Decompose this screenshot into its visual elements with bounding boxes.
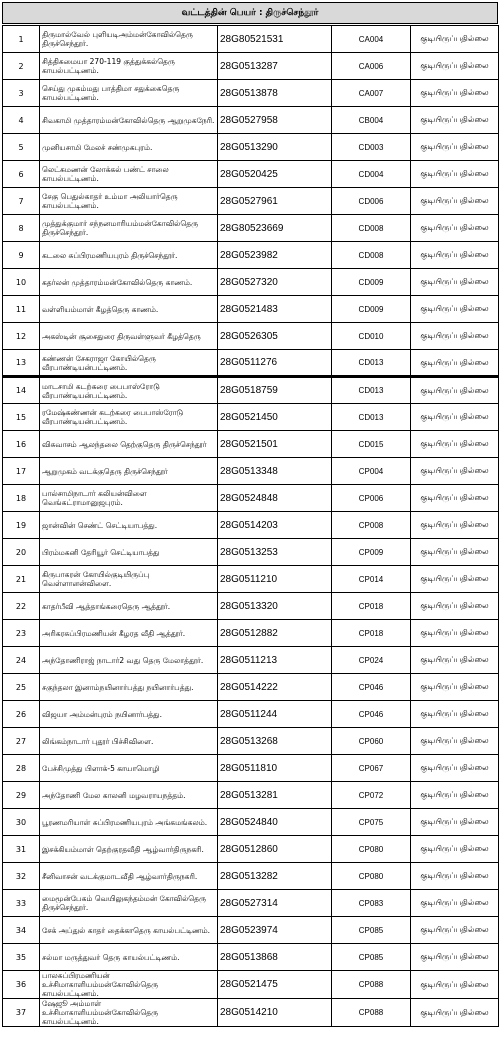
shop-code-cell: CP088 bbox=[332, 999, 411, 1027]
status-cell: குடியிருப்பதில்லை bbox=[411, 134, 499, 161]
serial-number-cell: 22 bbox=[3, 593, 40, 620]
name-address-cell: சேக் அப்துல் காதர் தைக்காதெரு காயல்பட்டிணம். bbox=[40, 917, 218, 944]
status-cell: குடியிருப்பதில்லை bbox=[411, 485, 499, 512]
card-number-cell: 28G0513348 bbox=[218, 458, 332, 485]
card-number-cell: 28G0527320 bbox=[218, 269, 332, 296]
shop-code-cell: CP004 bbox=[332, 458, 411, 485]
status-cell: குடியிருப்பதில்லை bbox=[411, 350, 499, 377]
shop-code-cell: CP006 bbox=[332, 485, 411, 512]
card-number-cell: 28G0527314 bbox=[218, 890, 332, 917]
table-row bbox=[3, 26, 499, 53]
shop-code-cell: CP018 bbox=[332, 593, 411, 620]
status-cell: குடியிருப்பதில்லை bbox=[411, 836, 499, 863]
table-row bbox=[3, 80, 499, 107]
name-address-cell: கண்ணன் சேகராஜா கோயில்தெரு வீரபாண்டியன்பட்டிணம். bbox=[40, 350, 218, 377]
serial-number-cell: 28 bbox=[3, 755, 40, 782]
table-row bbox=[3, 269, 499, 296]
name-address-cell: காதர்பீவி ஆத்தாங்கரைதெரு ஆத்தூர். bbox=[40, 593, 218, 620]
name-address-cell: அரிகரசுப்பிரமணியன் கீழரத வீதி ஆத்தூர். bbox=[40, 620, 218, 647]
taluk-name-header: வட்டத்தின் பெயர் : திருச்செந்தூர் bbox=[2, 2, 498, 24]
table-row bbox=[3, 593, 499, 620]
status-cell: குடியிருப்பதில்லை bbox=[411, 944, 499, 971]
card-number-cell: 28G0513268 bbox=[218, 728, 332, 755]
serial-number-cell: 18 bbox=[3, 485, 40, 512]
status-cell: குடியிருப்பதில்லை bbox=[411, 53, 499, 80]
status-cell: குடியிருப்பதில்லை bbox=[411, 647, 499, 674]
table-row bbox=[3, 188, 499, 215]
table-row bbox=[3, 458, 499, 485]
serial-number-cell: 3 bbox=[3, 80, 40, 107]
serial-number-cell: 19 bbox=[3, 512, 40, 539]
shop-code-cell: CP085 bbox=[332, 944, 411, 971]
table-row bbox=[3, 566, 499, 593]
table-row bbox=[3, 512, 499, 539]
serial-number-cell: 13 bbox=[3, 350, 40, 377]
shop-code-cell: CD009 bbox=[332, 269, 411, 296]
name-address-cell: அகஸ்டின் சூசைதுரை திருவள்ளுவர் கீழத்தெரு bbox=[40, 323, 218, 350]
status-cell: குடியிருப்பதில்லை bbox=[411, 377, 499, 404]
status-cell: குடியிருப்பதில்லை bbox=[411, 215, 499, 242]
serial-number-cell: 29 bbox=[3, 782, 40, 809]
table-row bbox=[3, 215, 499, 242]
card-number-cell: 28G0511210 bbox=[218, 566, 332, 593]
status-cell: குடியிருப்பதில்லை bbox=[411, 890, 499, 917]
serial-number-cell: 1 bbox=[3, 26, 40, 53]
shop-code-cell: CP060 bbox=[332, 728, 411, 755]
status-cell: குடியிருப்பதில்லை bbox=[411, 512, 499, 539]
status-cell: குடியிருப்பதில்லை bbox=[411, 755, 499, 782]
table-row bbox=[3, 620, 499, 647]
serial-number-cell: 31 bbox=[3, 836, 40, 863]
name-address-cell: விசுவாசம் ஆலந்தலை தெற்குதெரு திருச்செந்தூர் bbox=[40, 431, 218, 458]
name-address-cell: சேகு பெதுல்காதர் உம்மா அலியார்தெரு காயல்பட்டிணம். bbox=[40, 188, 218, 215]
card-number-cell: 28G0513281 bbox=[218, 782, 332, 809]
serial-number-cell: 5 bbox=[3, 134, 40, 161]
serial-number-cell: 17 bbox=[3, 458, 40, 485]
table-row bbox=[3, 404, 499, 431]
shop-code-cell: CD013 bbox=[332, 350, 411, 377]
card-number-cell: 28G0521501 bbox=[218, 431, 332, 458]
table-row bbox=[3, 890, 499, 917]
shop-code-cell: CD010 bbox=[332, 323, 411, 350]
shop-code-cell: CD004 bbox=[332, 161, 411, 188]
name-address-cell: ரமேஷ்கண்ணன் கடற்கரை பைபாஸ்ரோடு வீரபாண்டியன்பட்டிணம். bbox=[40, 404, 218, 431]
card-number-cell: 28G80523669 bbox=[218, 215, 332, 242]
status-cell: குடியிருப்பதில்லை bbox=[411, 26, 499, 53]
table-row bbox=[3, 377, 499, 404]
serial-number-cell: 37 bbox=[3, 999, 40, 1027]
serial-number-cell: 16 bbox=[3, 431, 40, 458]
serial-number-cell: 14 bbox=[3, 377, 40, 404]
card-number-cell: 28G0511244 bbox=[218, 701, 332, 728]
serial-number-cell: 15 bbox=[3, 404, 40, 431]
shop-code-cell: CD006 bbox=[332, 188, 411, 215]
status-cell: குடியிருப்பதில்லை bbox=[411, 242, 499, 269]
card-number-cell: 28G0513287 bbox=[218, 53, 332, 80]
card-number-cell: 28G0521450 bbox=[218, 404, 332, 431]
table-row bbox=[3, 431, 499, 458]
serial-number-cell: 20 bbox=[3, 539, 40, 566]
card-number-cell: 28G0520425 bbox=[218, 161, 332, 188]
name-address-cell: சீனிவாசன் வடக்குமாடவீதி ஆழ்வார்திருநகரி. bbox=[40, 863, 218, 890]
serial-number-cell: 33 bbox=[3, 890, 40, 917]
card-number-cell: 28G0513878 bbox=[218, 80, 332, 107]
shop-code-cell: CD013 bbox=[332, 377, 411, 404]
card-number-cell: 28G0513320 bbox=[218, 593, 332, 620]
status-cell: குடியிருப்பதில்லை bbox=[411, 999, 499, 1027]
name-address-cell: சகுந்தலா இனாம்நயினார்பத்து நயினார்பத்து. bbox=[40, 674, 218, 701]
status-cell: குடியிருப்பதில்லை bbox=[411, 674, 499, 701]
shop-code-cell: CP046 bbox=[332, 674, 411, 701]
table-row bbox=[3, 917, 499, 944]
name-address-cell: ஆறுமுகம் வடக்குதெரு திருச்செந்தூர் bbox=[40, 458, 218, 485]
shop-code-cell: CA004 bbox=[332, 26, 411, 53]
shop-code-cell: CD009 bbox=[332, 296, 411, 323]
shop-code-cell: CD008 bbox=[332, 242, 411, 269]
serial-number-cell: 34 bbox=[3, 917, 40, 944]
name-address-cell: பாலசுப்பிரமணியன் உச்சிமாகாளியம்மன்கோவில்தெரு காயல்பட்டிணம். bbox=[40, 971, 218, 999]
name-address-cell: அந்தோணிராஜ் நாடார்2 வது தெரு மேலாத்தூர். bbox=[40, 647, 218, 674]
serial-number-cell: 12 bbox=[3, 323, 40, 350]
name-address-cell: மைமூன்பேகம் வெயிலுகந்தம்மன் கோவில்தெரு திருச்செந்தூர். bbox=[40, 890, 218, 917]
serial-number-cell: 2 bbox=[3, 53, 40, 80]
status-cell: குடியிருப்பதில்லை bbox=[411, 323, 499, 350]
serial-number-cell: 8 bbox=[3, 215, 40, 242]
name-address-cell: அந்தோணி மேல காலனி மழவராயநத்தம். bbox=[40, 782, 218, 809]
serial-number-cell: 9 bbox=[3, 242, 40, 269]
card-number-cell: 28G0512860 bbox=[218, 836, 332, 863]
shop-code-cell: CA007 bbox=[332, 80, 411, 107]
table-row bbox=[3, 701, 499, 728]
shop-code-cell: CP008 bbox=[332, 512, 411, 539]
table-row bbox=[3, 971, 499, 999]
card-number-cell: 28G0513868 bbox=[218, 944, 332, 971]
name-address-cell: செய்து முகம்மது பாத்திமா சதுக்கைதெரு காயல்பட்டிணம். bbox=[40, 80, 218, 107]
shop-code-cell: CP088 bbox=[332, 971, 411, 999]
shop-code-cell: CP024 bbox=[332, 647, 411, 674]
name-address-cell: வள்ளியம்மாள் கீழத்தெரு காணம். bbox=[40, 296, 218, 323]
status-cell: குடியிருப்பதில்லை bbox=[411, 728, 499, 755]
shop-code-cell: CP067 bbox=[332, 755, 411, 782]
name-address-cell: லெட்சுமணன் லோக்கல் பண்ட் சாலை காயல்பட்டிணம். bbox=[40, 161, 218, 188]
name-address-cell: ஷேஜூ அம்மாள் உச்சிமாகாளியம்மன்கோவில்தெரு காயல்பட்டிணம். bbox=[40, 999, 218, 1027]
status-cell: குடியிருப்பதில்லை bbox=[411, 782, 499, 809]
table-row bbox=[3, 296, 499, 323]
serial-number-cell: 27 bbox=[3, 728, 40, 755]
table-row bbox=[3, 863, 499, 890]
table-body bbox=[3, 26, 499, 1027]
card-number-cell: 28G0513282 bbox=[218, 863, 332, 890]
name-address-cell: சல்மா மருத்துவர் தெரு காயல்பட்டிணம். bbox=[40, 944, 218, 971]
table-row bbox=[3, 647, 499, 674]
status-cell: குடியிருப்பதில்லை bbox=[411, 620, 499, 647]
status-cell: குடியிருப்பதில்லை bbox=[411, 593, 499, 620]
card-number-cell: 28G0524848 bbox=[218, 485, 332, 512]
status-cell: குடியிருப்பதில்லை bbox=[411, 107, 499, 134]
shop-code-cell: CP046 bbox=[332, 701, 411, 728]
table-row bbox=[3, 485, 499, 512]
status-cell: குடியிருப்பதில்லை bbox=[411, 404, 499, 431]
status-cell: குடியிருப்பதில்லை bbox=[411, 566, 499, 593]
card-number-cell: 28G0527958 bbox=[218, 107, 332, 134]
shop-code-cell: CB004 bbox=[332, 107, 411, 134]
table-row bbox=[3, 674, 499, 701]
name-address-cell: பேச்சிமுத்து பிளாக்-5 காயாமொழி bbox=[40, 755, 218, 782]
status-cell: குடியிருப்பதில்லை bbox=[411, 917, 499, 944]
shop-code-cell: CP075 bbox=[332, 809, 411, 836]
shop-code-cell: CP009 bbox=[332, 539, 411, 566]
status-cell: குடியிருப்பதில்லை bbox=[411, 296, 499, 323]
status-cell: குடியிருப்பதில்லை bbox=[411, 269, 499, 296]
table-row bbox=[3, 755, 499, 782]
table-row bbox=[3, 782, 499, 809]
card-number-cell: 28G0518759 bbox=[218, 377, 332, 404]
serial-number-cell: 7 bbox=[3, 188, 40, 215]
table-row bbox=[3, 999, 499, 1027]
card-number-cell: 28G0513253 bbox=[218, 539, 332, 566]
name-address-cell: சித்திசுமையா 270-119 குத்துக்கல்தெரு காயல்பட்டிணம். bbox=[40, 53, 218, 80]
name-address-cell: திருமால்வேல் புளியடிஅம்மன்கோவில்தெரு திருச்செந்தூர். bbox=[40, 26, 218, 53]
name-address-cell: இசக்கியம்மாள் தெற்குரதவீதி ஆழ்வார்திருநகரி. bbox=[40, 836, 218, 863]
shop-code-cell: CD008 bbox=[332, 215, 411, 242]
card-number-cell: 28G0526305 bbox=[218, 323, 332, 350]
table-row bbox=[3, 836, 499, 863]
status-cell: குடியிருப்பதில்லை bbox=[411, 458, 499, 485]
table-row bbox=[3, 107, 499, 134]
table-row bbox=[3, 134, 499, 161]
name-address-cell: பூரணமரியாள் சுப்பிரமணியபுரம் அங்கமங்கலம். bbox=[40, 809, 218, 836]
status-cell: குடியிருப்பதில்லை bbox=[411, 188, 499, 215]
name-address-cell: ஜான்வின் செண்ட் செட்டியாபத்து. bbox=[40, 512, 218, 539]
card-number-cell: 28G0524840 bbox=[218, 809, 332, 836]
shop-code-cell: CD013 bbox=[332, 404, 411, 431]
card-number-cell: 28G0523974 bbox=[218, 917, 332, 944]
shop-code-cell: CA006 bbox=[332, 53, 411, 80]
serial-number-cell: 36 bbox=[3, 971, 40, 999]
serial-number-cell: 24 bbox=[3, 647, 40, 674]
status-cell: குடியிருப்பதில்லை bbox=[411, 539, 499, 566]
status-cell: குடியிருப்பதில்லை bbox=[411, 863, 499, 890]
card-number-cell: 28G80521531 bbox=[218, 26, 332, 53]
status-cell: குடியிருப்பதில்லை bbox=[411, 971, 499, 999]
serial-number-cell: 4 bbox=[3, 107, 40, 134]
name-address-cell: பால்சாமிநாடார் கலியன்விளை வெங்கட்ராமானுஜபுரம். bbox=[40, 485, 218, 512]
shop-code-cell: CP085 bbox=[332, 917, 411, 944]
shop-code-cell: CP083 bbox=[332, 890, 411, 917]
status-cell: குடியிருப்பதில்லை bbox=[411, 80, 499, 107]
name-address-cell: விஜயா அம்மன்புரம் நயினார்பத்து. bbox=[40, 701, 218, 728]
table-row bbox=[3, 809, 499, 836]
name-address-cell: கதர்லன் முத்தாரம்மன்கோவில்தெரு காணம். bbox=[40, 269, 218, 296]
table-row bbox=[3, 242, 499, 269]
name-address-cell: மாடசாமி கடற்கரை பைபாஸ்ரோடு வீரபாண்டியன்பட்டிணம். bbox=[40, 377, 218, 404]
serial-number-cell: 25 bbox=[3, 674, 40, 701]
serial-number-cell: 10 bbox=[3, 269, 40, 296]
table-row bbox=[3, 53, 499, 80]
card-number-cell: 28G0513290 bbox=[218, 134, 332, 161]
voter-deletion-table bbox=[2, 25, 499, 1027]
serial-number-cell: 26 bbox=[3, 701, 40, 728]
shop-code-cell: CP080 bbox=[332, 836, 411, 863]
card-number-cell: 28G0527961 bbox=[218, 188, 332, 215]
card-number-cell: 28G0514203 bbox=[218, 512, 332, 539]
name-address-cell: பிரம்மகனி தேரியூர் செட்டியாபத்து bbox=[40, 539, 218, 566]
card-number-cell: 28G0514210 bbox=[218, 999, 332, 1027]
table-row bbox=[3, 350, 499, 377]
name-address-cell: முனியசாமி மேலச் சண்முகபுரம். bbox=[40, 134, 218, 161]
card-number-cell: 28G0521475 bbox=[218, 971, 332, 999]
card-number-cell: 28G0511810 bbox=[218, 755, 332, 782]
table-row bbox=[3, 323, 499, 350]
serial-number-cell: 6 bbox=[3, 161, 40, 188]
serial-number-cell: 21 bbox=[3, 566, 40, 593]
status-cell: குடியிருப்பதில்லை bbox=[411, 431, 499, 458]
name-address-cell: சிவகாமி முத்தாரம்மன்கோவில்தெரு ஆறுமுகநேரி. bbox=[40, 107, 218, 134]
table-row bbox=[3, 539, 499, 566]
name-address-cell: லிங்கம்நாடார் புதூர் பிச்சிவிளை. bbox=[40, 728, 218, 755]
status-cell: குடியிருப்பதில்லை bbox=[411, 809, 499, 836]
table-row bbox=[3, 944, 499, 971]
card-number-cell: 28G0511213 bbox=[218, 647, 332, 674]
shop-code-cell: CD003 bbox=[332, 134, 411, 161]
card-number-cell: 28G0512882 bbox=[218, 620, 332, 647]
card-number-cell: 28G0514222 bbox=[218, 674, 332, 701]
name-address-cell: முத்துக்குமார் சந்நனமாரியம்மன்கோவில்தெரு திருச்செந்தூர். bbox=[40, 215, 218, 242]
name-address-cell: கிருபாகரன் கோயில்குடியிருப்பு வெள்ளாளன்விளை. bbox=[40, 566, 218, 593]
table-row bbox=[3, 728, 499, 755]
card-number-cell: 28G0521483 bbox=[218, 296, 332, 323]
serial-number-cell: 35 bbox=[3, 944, 40, 971]
shop-code-cell: CP014 bbox=[332, 566, 411, 593]
status-cell: குடியிருப்பதில்லை bbox=[411, 161, 499, 188]
serial-number-cell: 11 bbox=[3, 296, 40, 323]
name-address-cell: கடலை சுப்பிரமணியபுரம் திருச்செந்தூர். bbox=[40, 242, 218, 269]
table-row bbox=[3, 161, 499, 188]
serial-number-cell: 30 bbox=[3, 809, 40, 836]
shop-code-cell: CP018 bbox=[332, 620, 411, 647]
shop-code-cell: CP072 bbox=[332, 782, 411, 809]
card-number-cell: 28G0511276 bbox=[218, 350, 332, 377]
serial-number-cell: 32 bbox=[3, 863, 40, 890]
serial-number-cell: 23 bbox=[3, 620, 40, 647]
card-number-cell: 28G0523982 bbox=[218, 242, 332, 269]
status-cell: குடியிருப்பதில்லை bbox=[411, 701, 499, 728]
shop-code-cell: CP080 bbox=[332, 863, 411, 890]
shop-code-cell: CD015 bbox=[332, 431, 411, 458]
